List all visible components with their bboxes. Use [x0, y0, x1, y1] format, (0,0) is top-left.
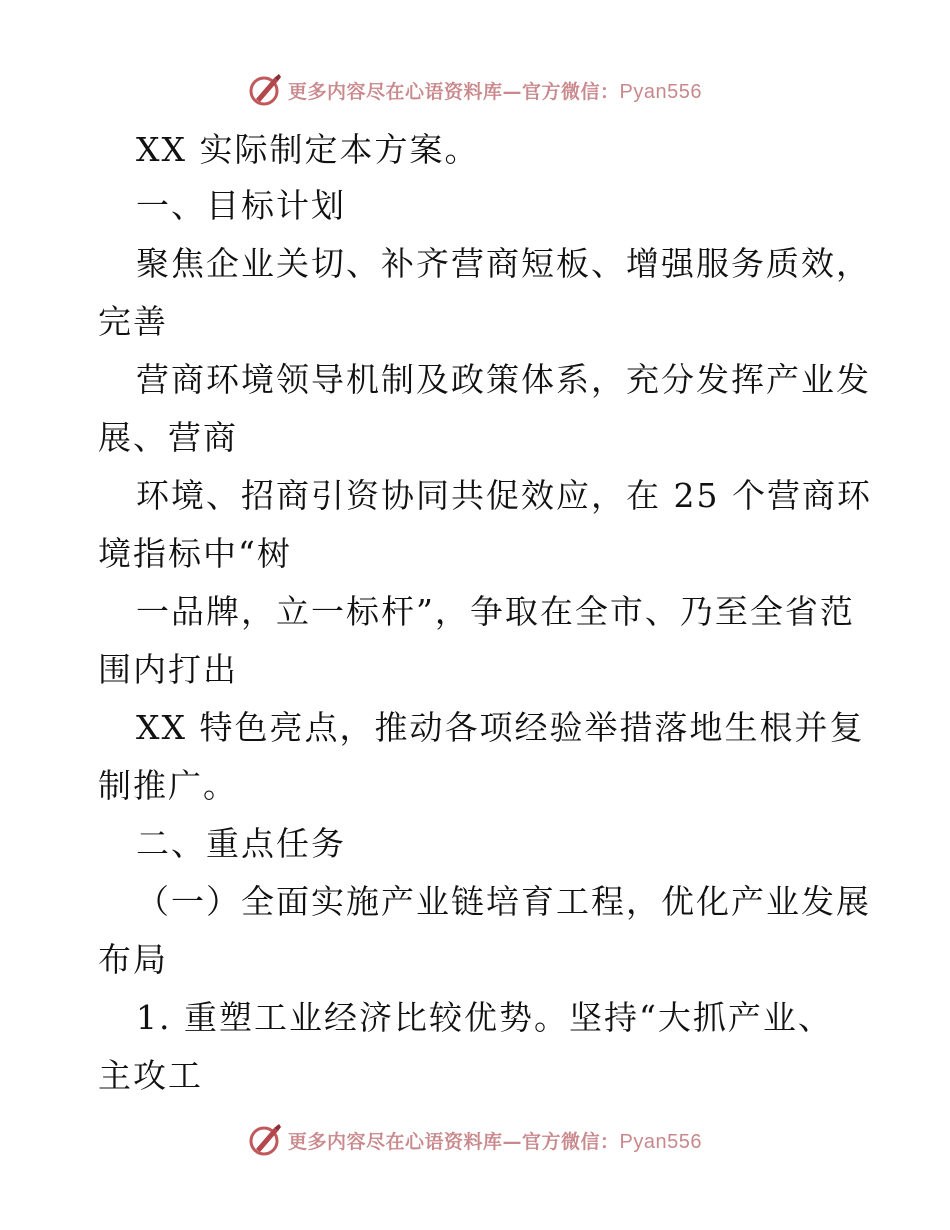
watermark-handle: Pyan556 — [619, 1130, 702, 1153]
pen-logo-icon — [248, 1122, 284, 1158]
subsection-heading: （一）全面实施产业链培育工程，优化产业发展 — [136, 882, 871, 921]
watermark-text: 更多内容尽在心语资料库—官方微信：Pyan556 — [288, 80, 702, 103]
paragraph-line: 展、营商 — [98, 418, 238, 457]
section-heading: 一、目标计划 — [136, 186, 346, 225]
footer-watermark — [0, 1120, 950, 1160]
paragraph-line: 制推广。 — [98, 766, 238, 805]
pen-logo-icon — [248, 72, 284, 108]
watermark-handle: Pyan556 — [619, 80, 702, 103]
paragraph-line: XX 特色亮点，推动各项经验举措落地生根并复 — [136, 708, 865, 747]
section-heading: 二、重点任务 — [136, 824, 346, 863]
paragraph-line: 围内打出 — [98, 650, 238, 689]
paragraph-line: 完善 — [98, 302, 168, 341]
paragraph-line: 营商环境领导机制及政策体系，充分发挥产业发 — [136, 360, 871, 399]
paragraph-line: 布局 — [98, 940, 168, 979]
paragraph-line: 1. 重塑工业经济比较优势。坚持“大抓产业、 — [136, 998, 833, 1037]
header-watermark — [0, 70, 950, 110]
paragraph-line: XX 实际制定本方案。 — [136, 130, 480, 169]
watermark-text: 更多内容尽在心语资料库—官方微信：Pyan556 — [288, 1130, 702, 1153]
paragraph-line: 主攻工 — [98, 1056, 203, 1095]
paragraph-line: 聚焦企业关切、补齐营商短板、增强服务质效， — [136, 244, 871, 283]
paragraph-line: 环境、招商引资协同共促效应，在 25 个营商环 — [136, 476, 872, 515]
paragraph-line: 境指标中“树 — [98, 534, 292, 573]
paragraph-line: 一品牌，立一标杆”，争取在全市、乃至全省范 — [136, 592, 855, 631]
